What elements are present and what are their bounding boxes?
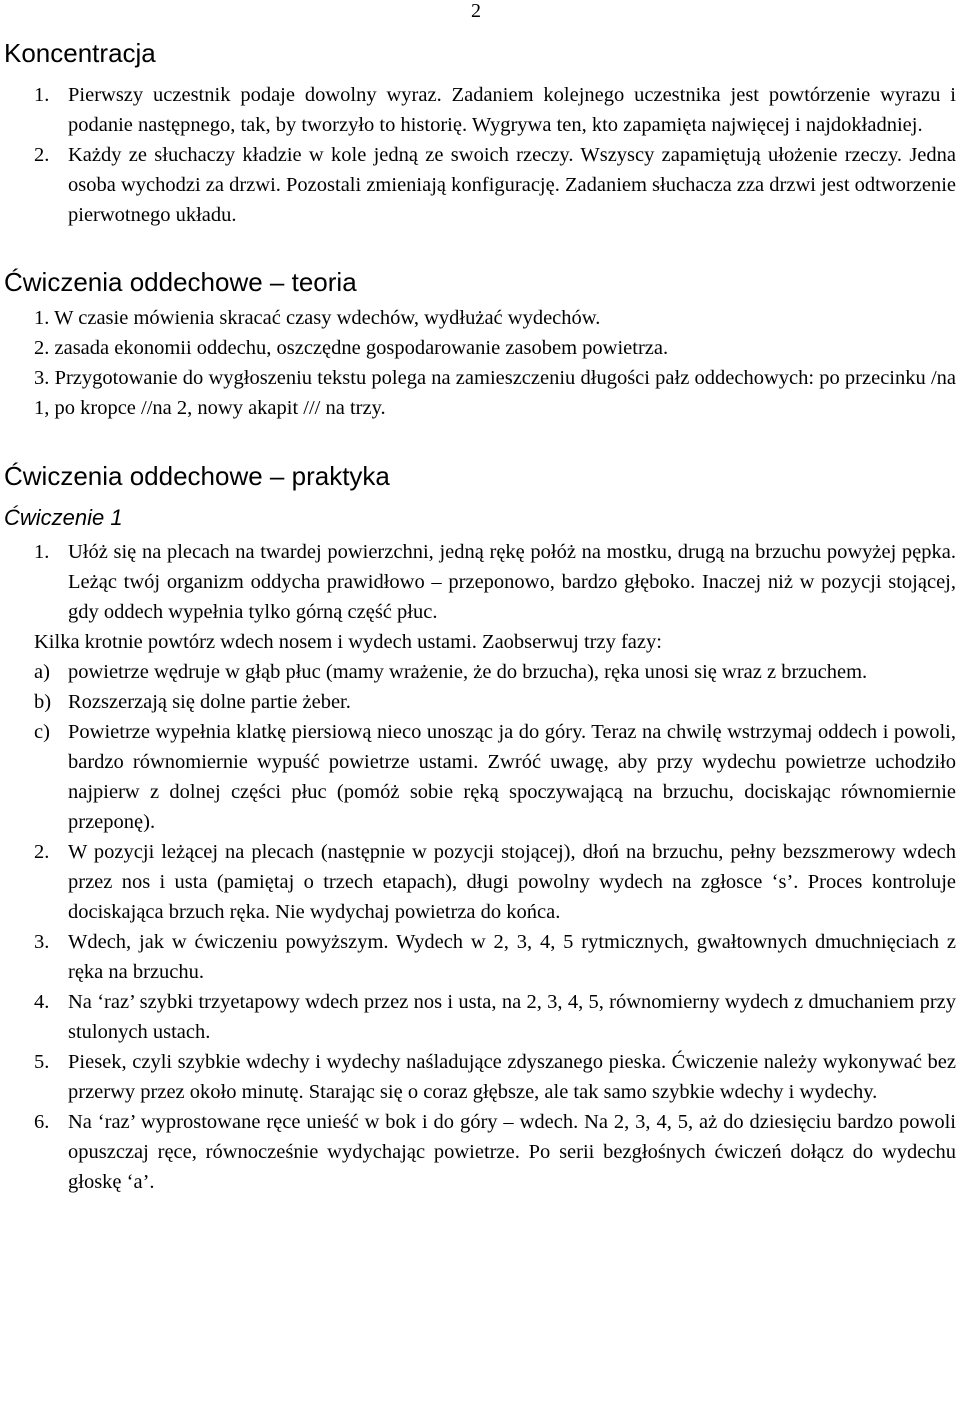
list-item <box>4 333 956 363</box>
list-text: Pierwszy uczestnik podaje dowolny wyraz. Zadaniem kolejnego uczestnika jest powtórzenie wyrazu i podanie następnego, tak, by tworzyło to historię. Wygrywa ten, kto zapamięta najwięcej i najdokładniej. <box>68 84 956 136</box>
list-text: Każdy ze słuchaczy kładzie w kole jedną ze swoich rzeczy. Wszyscy zapamiętują ułożenie rzeczy. Jedna osoba wychodzi za drzwi. Pozostali zmieniają konfigurację. Zadaniem słuchacza zza drzwi jest odtworzenie pierwotnego układu. <box>68 144 956 226</box>
exercise-title: Ćwiczenie 1 <box>4 505 123 530</box>
list-number: 1. <box>34 84 50 106</box>
list-text: Przygotowanie do wygłoszeniu tekstu polega na zamieszczeniu długości pałz oddechowych: po przecinku /na 1, po kropce //na 2, nowy akapit /// na trzy. <box>34 367 956 419</box>
list-text: Na ‘raz’ wyprostowane ręce unieść w bok i do góry – wdech. Na 2, 3, 4, 5, aż do dziesięciu bardzo powoli opuszczaj ręce, równocześnie wydychając powietrze. Po serii bezgłośnych ćwiczeń dołącz do wydechu głoskę ‘a’. <box>68 1111 956 1193</box>
section-title-teoria: Ćwiczenia oddechowe – teoria <box>4 267 357 297</box>
section-teoria <box>4 267 956 423</box>
list-item <box>4 927 956 987</box>
list-item <box>4 1047 956 1107</box>
list-number: 5. <box>34 1051 50 1073</box>
list-number: 2. <box>34 337 50 359</box>
praktyka-list-first <box>4 537 956 627</box>
phase-item <box>4 687 956 717</box>
list-number: 1. <box>34 307 50 329</box>
list-number: 4. <box>34 991 50 1013</box>
koncentracja-list <box>4 80 956 230</box>
list-text: Ułóż się na plecach na twardej powierzchni, jedną rękę połóż na mostku, drugą na brzuchu powyżej pępka. Leżąc twój organizm oddycha prawidłowo – przeponowo, bardzo głęboko. Inaczej niż w pozycji stojącej, gdy oddech wypełnia tylko górną część płuc. <box>68 541 956 623</box>
phase-letter: b) <box>34 691 52 713</box>
list-text: Piesek, czyli szybkie wdechy i wydechy naśladujące zdyszanego pieska. Ćwiczenie należy wykonywać bez przerwy przez około minutę. Starając się o coraz głębsze, ale tak samo szybkie wdechy i wydechy. <box>68 1051 956 1103</box>
phases-list <box>4 657 956 837</box>
list-item <box>4 303 956 333</box>
list-item <box>4 1107 956 1197</box>
list-number: 3. <box>34 367 50 389</box>
list-item <box>4 837 956 927</box>
list-item <box>4 363 956 423</box>
list-text: W czasie mówienia skracać czasy wdechów, wydłużać wydechów. <box>54 307 601 329</box>
phase-text: Rozszerzają się dolne partie żeber. <box>68 691 351 713</box>
phase-letter: c) <box>34 721 50 743</box>
phase-item <box>4 657 956 687</box>
list-number: 2. <box>34 841 50 863</box>
section-koncentracja <box>4 38 956 230</box>
list-item <box>4 537 956 627</box>
praktyka-list-rest <box>4 837 956 1197</box>
phase-item <box>4 717 956 837</box>
list-number: 3. <box>34 931 50 953</box>
phase-text: powietrze wędruje w głąb płuc (mamy wrażenie, że do brzucha), ręka unosi się wraz z brzuchem. <box>68 661 868 683</box>
list-text: Na ‘raz’ szybki trzyetapowy wdech przez nos i usta, na 2, 3, 4, 5, równomierny wydech z dmuchaniem przy stulonych ustach. <box>68 991 956 1043</box>
list-text: zasada ekonomii oddechu, oszczędne gospodarowanie zasobem powietrza. <box>54 337 669 359</box>
list-number: 6. <box>34 1111 50 1133</box>
section-title-koncentracja: Koncentracja <box>4 38 156 68</box>
phases-intro: Kilka krotnie powtórz wdech nosem i wydech ustami. Zaobserwuj trzy fazy: <box>34 631 662 653</box>
list-number: 1. <box>34 541 50 563</box>
phase-letter: a) <box>34 661 50 683</box>
section-praktyka <box>4 461 956 1197</box>
list-text: W pozycji leżącej na plecach (następnie w pozycji stojącej), dłoń na brzuchu, pełny bezszmerowy wdech przez nos i usta (pamiętaj o trzech etapach), długi powolny wydech na zgłosce ‘s’. Proces kontroluje dociskająca brzuch ręka. Nie wydychaj powietrza do końca. <box>68 841 956 923</box>
list-item <box>4 987 956 1047</box>
section-title-praktyka: Ćwiczenia oddechowe – praktyka <box>4 461 390 491</box>
phase-text: Powietrze wypełnia klatkę piersiową nieco unosząc ja do góry. Teraz na chwilę wstrzymaj oddech i powoli, bardzo równomiernie wypuść powietrze ustami. Zwróć uwagę, aby przy wydechu powietrze uchodziło najpierw z dolnej części płuc (pomóż sobie ręką spoczywającą na brzuchu, dociskając równomiernie przeponę). <box>68 721 956 833</box>
list-item <box>4 140 956 230</box>
document-body <box>4 38 956 1197</box>
list-text: Wdech, jak w ćwiczeniu powyższym. Wydech w 2, 3, 4, 5 rytmicznych, gwałtownych dmuchnięciach z ręka na brzuchu. <box>68 931 956 983</box>
list-number: 2. <box>34 144 50 166</box>
teoria-list <box>4 303 956 423</box>
list-item <box>4 80 956 140</box>
page-number: 2 <box>471 0 481 22</box>
